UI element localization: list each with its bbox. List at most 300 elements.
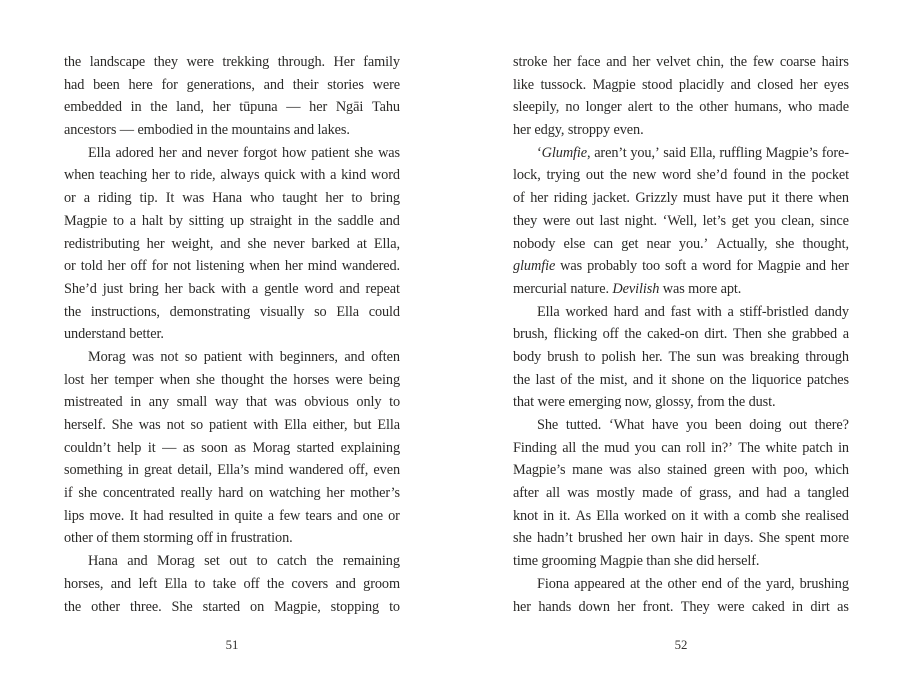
word: get — [731, 212, 749, 229]
word: Ella — [164, 575, 188, 592]
word: grass, — [699, 485, 732, 502]
word: on — [671, 507, 686, 524]
word: with — [220, 280, 247, 297]
word: ride, — [190, 167, 216, 184]
word: her — [553, 54, 572, 70]
word: catch — [277, 553, 307, 570]
word: she — [78, 485, 98, 502]
word: brush — [547, 348, 579, 365]
word: to — [174, 167, 186, 184]
word: detail, — [177, 462, 212, 479]
text-line — [64, 391, 400, 414]
word: or — [64, 190, 76, 207]
word: off — [602, 326, 619, 343]
word: her — [617, 598, 636, 615]
word: mind — [254, 462, 284, 479]
word: on — [249, 485, 264, 502]
word: off — [130, 258, 147, 275]
word: tangled — [807, 485, 849, 502]
word: a — [83, 190, 90, 207]
word: trying — [546, 167, 581, 184]
word: by — [168, 212, 183, 229]
word: and — [730, 76, 751, 93]
word: a — [251, 280, 259, 297]
text-line — [64, 505, 400, 528]
text-line — [513, 459, 849, 482]
word: when — [64, 167, 95, 184]
text-line — [64, 74, 400, 97]
word: sitting — [188, 212, 224, 229]
text-line — [513, 414, 849, 437]
word: was — [609, 462, 632, 479]
word: spent — [785, 530, 815, 547]
word: out — [575, 212, 594, 229]
word: in — [771, 167, 783, 184]
word: Fiona — [537, 575, 570, 592]
word: in — [792, 598, 803, 615]
word: coarse — [779, 54, 816, 70]
word: the — [609, 167, 627, 184]
word: poo, — [783, 462, 808, 479]
word: her — [146, 235, 165, 252]
word: probably — [587, 258, 638, 275]
word: teaching — [99, 167, 147, 184]
word: forgot — [243, 144, 278, 161]
word: her — [107, 258, 126, 275]
word: fast — [670, 303, 691, 320]
word: stained — [667, 462, 707, 479]
word: thought, — [802, 235, 849, 252]
word: other — [667, 575, 697, 592]
word: have — [715, 190, 743, 207]
word: Morag — [88, 348, 126, 365]
word: here — [128, 76, 153, 93]
word: thought — [220, 371, 264, 388]
word: Hana — [88, 553, 118, 570]
text-line — [64, 369, 400, 392]
word: dirt — [810, 598, 830, 615]
word: and — [220, 235, 241, 252]
word: and — [606, 54, 627, 70]
text-line — [513, 323, 849, 346]
word: embedded — [64, 99, 122, 116]
word: had — [766, 485, 787, 502]
text-line — [64, 550, 400, 573]
word: her — [151, 167, 170, 184]
word: with — [300, 167, 326, 184]
word: glumfie — [513, 258, 556, 275]
word: were — [717, 598, 745, 615]
word: a — [691, 258, 698, 275]
word: out — [585, 167, 604, 184]
word: in — [127, 462, 139, 479]
word: you — [686, 417, 708, 433]
word: never — [273, 235, 305, 252]
word: mistreated — [64, 394, 123, 411]
word: weight, — [171, 235, 214, 252]
word: her — [325, 190, 344, 207]
word: small — [176, 394, 208, 411]
word: family — [363, 54, 400, 70]
word: she — [196, 371, 215, 388]
word: in — [297, 212, 309, 229]
word: told — [80, 258, 103, 275]
word: to — [256, 553, 268, 570]
word: doing — [749, 417, 782, 433]
word: and — [344, 348, 365, 365]
word: gentle — [264, 280, 299, 297]
word: it — [147, 439, 156, 456]
word: found — [733, 167, 766, 184]
word: never — [206, 144, 239, 161]
word: the — [270, 371, 288, 388]
word: left — [138, 575, 158, 592]
word: but — [353, 417, 372, 433]
word: off — [243, 575, 260, 592]
word: quick — [264, 167, 296, 184]
word: sleepily, — [513, 99, 560, 116]
word: breaking — [749, 348, 800, 365]
word: a — [727, 303, 734, 320]
word: her — [627, 530, 646, 547]
word: not — [166, 417, 185, 433]
word: Ella — [537, 303, 560, 320]
word: Magpie’s — [513, 462, 566, 479]
word: dandy — [814, 303, 849, 320]
text-line — [64, 278, 400, 301]
word: roll — [686, 439, 706, 456]
word: sun — [696, 348, 716, 365]
word: other — [91, 598, 121, 615]
word: was — [560, 258, 583, 275]
word: beginners, — [279, 348, 338, 365]
word: of — [560, 371, 572, 388]
word: there? — [814, 417, 849, 433]
word: for — [736, 258, 753, 275]
word: to — [112, 212, 124, 229]
word: Morag — [252, 439, 291, 456]
word: knot — [513, 507, 539, 524]
word: out — [788, 417, 807, 433]
word: on — [250, 598, 265, 615]
word: Magpie — [757, 258, 801, 275]
word: set — [204, 553, 220, 570]
text-line — [513, 301, 849, 324]
word: stroke — [513, 54, 548, 70]
text-line — [64, 573, 400, 596]
text-line — [64, 142, 400, 165]
word: own — [651, 530, 676, 547]
word: were — [372, 76, 400, 93]
word: ‘Glumfie, — [537, 144, 591, 161]
word: move. — [89, 507, 125, 524]
text-line — [64, 437, 400, 460]
word: to — [389, 598, 400, 615]
word: last — [599, 212, 619, 229]
word: brushing — [799, 575, 849, 592]
word: as — [837, 598, 849, 615]
word: on — [709, 371, 724, 388]
word: of — [680, 485, 692, 502]
word: said — [663, 144, 686, 161]
word: mother’s — [350, 485, 400, 502]
word: the — [788, 167, 806, 184]
word: the — [577, 371, 595, 388]
word: up — [229, 212, 244, 229]
word: the — [581, 439, 599, 456]
word: as — [182, 439, 195, 456]
word: in — [130, 394, 142, 411]
word: — — [286, 99, 301, 116]
word: placidly — [678, 76, 725, 93]
word: with — [253, 417, 279, 433]
word: help — [117, 439, 142, 456]
word: at — [630, 575, 641, 592]
word: either, — [312, 417, 348, 433]
text-line: her edgy, stroppy even. — [513, 122, 644, 139]
word: jacket. — [592, 190, 630, 207]
word: resulted — [168, 507, 214, 524]
word: saddle — [337, 212, 374, 229]
word: repeat — [365, 280, 400, 297]
word: demonstrating — [169, 303, 251, 320]
word: in — [543, 507, 555, 524]
word: their — [292, 76, 319, 93]
word: and — [127, 553, 148, 570]
word: in — [130, 99, 142, 116]
word: a — [842, 326, 849, 343]
word: to — [194, 575, 206, 592]
word: The — [668, 348, 691, 365]
word: realised — [805, 507, 849, 524]
word: who — [787, 99, 813, 116]
word: patient — [311, 144, 350, 161]
word: it — [658, 371, 667, 388]
word: ruffling — [719, 144, 762, 161]
word: when — [818, 190, 849, 207]
word: word — [662, 167, 691, 184]
word: since — [820, 212, 849, 229]
word: riding — [97, 190, 132, 207]
word: yard, — [766, 575, 795, 592]
word: and — [379, 212, 400, 229]
word: a — [793, 485, 801, 502]
word: started — [202, 598, 241, 615]
word: let’s — [702, 212, 726, 229]
word: her — [212, 99, 231, 116]
word: liquorice — [751, 371, 802, 388]
word: she — [354, 144, 374, 161]
word: obvious — [304, 394, 349, 411]
word: in — [707, 530, 719, 547]
word: Ella, — [689, 144, 716, 161]
word: Actually, — [716, 235, 768, 252]
word: really — [180, 485, 213, 502]
word: been — [93, 76, 120, 93]
word: one — [362, 507, 383, 524]
word: her — [284, 258, 303, 275]
text-line: time grooming Magpie than she did herself. — [513, 553, 760, 570]
word: aren’t — [594, 144, 627, 161]
word: lips — [64, 507, 85, 524]
word: explaining — [340, 439, 400, 456]
word: always — [220, 167, 260, 184]
word: in — [218, 507, 230, 524]
word: front. — [642, 598, 674, 615]
word: as — [234, 439, 246, 456]
word: with — [248, 348, 274, 365]
word: can — [593, 235, 614, 252]
word: Ella, — [373, 235, 400, 252]
word: It — [165, 190, 175, 207]
text-line — [64, 301, 400, 324]
text-line — [513, 437, 849, 460]
word: else — [563, 235, 586, 252]
word: new — [632, 167, 657, 184]
word: As — [575, 507, 592, 524]
word: shone — [671, 371, 705, 388]
word: brush, — [513, 326, 548, 343]
word: for — [161, 76, 178, 93]
word: out — [229, 553, 248, 570]
word: bring — [128, 280, 159, 297]
word: tutted. — [565, 417, 602, 433]
word: Ella — [596, 507, 619, 524]
word: with — [751, 462, 777, 479]
word: worked — [623, 507, 667, 524]
word: stopping — [330, 598, 380, 615]
word: they — [153, 54, 178, 70]
word: her — [513, 598, 531, 615]
word: Magpie’s — [765, 144, 819, 161]
word: was — [567, 485, 590, 502]
word: polish — [601, 348, 636, 365]
word: comb — [744, 507, 777, 524]
word: get — [621, 235, 639, 252]
word: tip. — [139, 190, 158, 207]
word: tūpuna — [239, 99, 278, 116]
word: the — [266, 575, 285, 592]
word: how — [282, 144, 307, 161]
word: riding — [553, 190, 588, 207]
word: three. — [130, 598, 162, 615]
word: that — [245, 394, 268, 411]
word: mostly — [596, 485, 635, 502]
word: when — [249, 258, 280, 275]
word: word — [304, 280, 334, 297]
word: humans, — [734, 99, 782, 116]
word: have — [651, 417, 679, 433]
word: the — [64, 54, 82, 70]
word: if — [64, 485, 73, 502]
word: were — [186, 54, 214, 70]
word: and — [738, 485, 760, 502]
word: kind — [341, 167, 367, 184]
word: Her — [333, 54, 355, 70]
word: She — [758, 530, 780, 547]
word: were — [542, 212, 571, 229]
word: nobody — [513, 235, 556, 252]
word: few — [279, 507, 301, 524]
word: concentrated — [102, 485, 175, 502]
word: down — [578, 598, 610, 615]
word: she’d — [696, 167, 728, 184]
word: Ella — [377, 417, 400, 433]
word: She’d — [64, 280, 97, 297]
word: alert — [627, 99, 653, 116]
word: stiff-bristled — [739, 303, 809, 320]
word: the — [624, 326, 642, 343]
word: They — [680, 598, 710, 615]
word: something — [64, 462, 123, 479]
word: Ella — [88, 144, 111, 161]
text-line — [64, 255, 400, 278]
word: was — [132, 348, 154, 365]
word: all — [545, 485, 560, 502]
word: were — [335, 371, 363, 388]
word: a — [733, 507, 740, 524]
word: to — [658, 99, 670, 116]
word: her — [326, 485, 345, 502]
word: was — [274, 394, 297, 411]
text-line — [513, 255, 849, 278]
word: her — [830, 258, 849, 275]
word: temper — [114, 371, 154, 388]
text-line — [64, 346, 400, 369]
text-line: mercurial nature. Devilish was more apt. — [513, 280, 742, 297]
word: hairs — [821, 54, 849, 70]
word: the — [729, 371, 747, 388]
word: made — [818, 99, 849, 116]
word: visually — [259, 303, 305, 320]
word: her — [309, 99, 328, 116]
word: with — [696, 303, 722, 320]
word: a — [129, 212, 137, 229]
word: white — [765, 439, 797, 456]
word: not — [160, 348, 179, 365]
text-line — [64, 187, 400, 210]
word: just — [102, 280, 124, 297]
word: night. — [624, 212, 657, 229]
word: hadn’t — [537, 530, 573, 547]
word: the — [743, 575, 761, 592]
word: could — [368, 303, 400, 320]
word: mud — [604, 439, 630, 456]
word: hard — [613, 303, 639, 320]
word: Magpie, — [274, 598, 321, 615]
text-line — [513, 573, 849, 596]
text-line — [513, 233, 849, 256]
word: horses — [293, 371, 330, 388]
word: land, — [176, 99, 204, 116]
word: remaining — [342, 553, 400, 570]
word: it. — [559, 507, 571, 524]
word: quite — [234, 507, 263, 524]
word: Then — [732, 326, 762, 343]
word: was — [182, 190, 205, 207]
word: her — [164, 280, 183, 297]
text-line — [513, 505, 849, 528]
word: a — [267, 507, 274, 524]
word: great — [144, 462, 173, 479]
word: and — [335, 575, 356, 592]
word: appeared — [574, 575, 625, 592]
word: can — [661, 439, 681, 456]
word: through — [805, 348, 849, 365]
word: hard — [218, 485, 244, 502]
word: stood — [641, 76, 673, 93]
word: started — [296, 439, 335, 456]
